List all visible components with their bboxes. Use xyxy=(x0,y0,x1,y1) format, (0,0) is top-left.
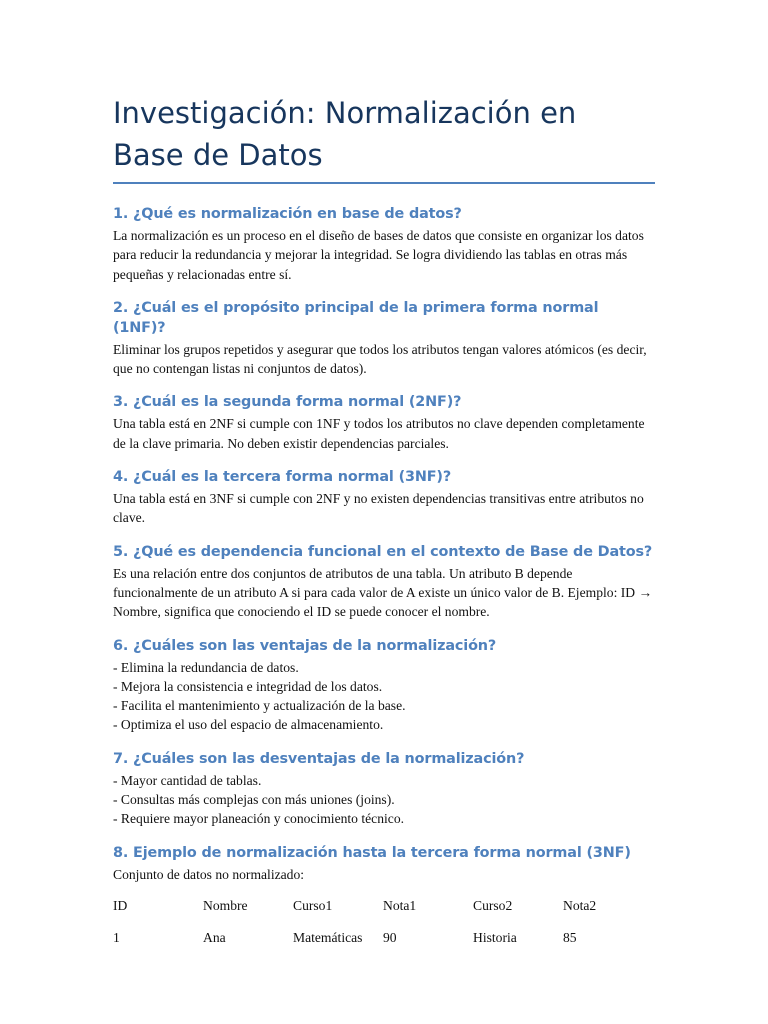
table-cell: Matemáticas xyxy=(293,929,363,945)
answer-paragraph: Una tabla está en 3NF si cumple con 2NF y no existen dependencias transitivas entre atributos no clave. xyxy=(113,491,644,526)
data-table xyxy=(113,898,653,962)
question-heading: 2. ¿Cuál es el propósito principal de la primera forma normal (1NF)? xyxy=(113,299,599,336)
table-header-row xyxy=(113,898,653,930)
table-cell: Ana xyxy=(203,929,226,945)
section-4 xyxy=(113,467,655,528)
table-cell: 85 xyxy=(563,929,577,945)
section-8 xyxy=(113,843,655,884)
question-heading: 3. ¿Cuál es la segunda forma normal (2NF)? xyxy=(113,394,462,411)
section-7 xyxy=(113,749,655,829)
table-header-cell: Curso2 xyxy=(473,897,513,913)
table-cell: Historia xyxy=(473,929,517,945)
section-6 xyxy=(113,636,655,735)
document-page xyxy=(113,92,655,962)
list-item: - Elimina la redundancia de datos. xyxy=(113,659,299,675)
question-heading: 6. ¿Cuáles son las ventajas de la normalización? xyxy=(113,637,497,654)
bullet-list xyxy=(113,771,655,829)
table-header-cell: Nota1 xyxy=(383,897,417,913)
list-item: - Facilita el mantenimiento y actualización de la base. xyxy=(113,698,406,714)
section-1 xyxy=(113,204,655,284)
table-header-cell: Nota2 xyxy=(563,897,597,913)
section-3 xyxy=(113,392,655,453)
answer-paragraph: Eliminar los grupos repetidos y asegurar que todos los atributos tengan valores atómicos (es decir, que no contengan listas ni conjuntos de datos). xyxy=(113,341,647,377)
table-header-cell: Nombre xyxy=(203,897,248,913)
answer-paragraph: La normalización es un proceso en el diseño de bases de datos que consiste en organizar los datos para reducir la redundancia y mejorar la integridad. Se logra dividiendo las tablas en otras más pequeñas y relacionadas entre sí. xyxy=(113,228,644,282)
list-item: - Requiere mayor planeación y conocimiento técnico. xyxy=(113,811,405,827)
list-item: - Optimiza el uso del espacio de almacenamiento. xyxy=(113,717,384,733)
question-heading: 8. Ejemplo de normalización hasta la tercera forma normal (3NF) xyxy=(113,844,631,861)
question-heading: 7. ¿Cuáles son las desventajas de la normalización? xyxy=(113,750,525,767)
question-heading: 1. ¿Qué es normalización en base de datos? xyxy=(113,206,462,222)
answer-paragraph: Conjunto de datos no normalizado: xyxy=(113,866,305,882)
section-2 xyxy=(113,298,655,379)
table-cell: 90 xyxy=(383,929,397,945)
table-cell: 1 xyxy=(113,929,120,945)
question-heading: 5. ¿Qué es dependencia funcional en el contexto de Base de Datos? xyxy=(113,543,653,560)
list-item: - Consultas más complejas con más uniones (joins). xyxy=(113,792,395,808)
list-item: - Mejora la consistencia e integridad de los datos. xyxy=(113,678,383,694)
bullet-list xyxy=(113,658,655,735)
answer-paragraph: Es una relación entre dos conjuntos de atributos de una tabla. Un atributo B depende funcionalmente de un atributo A si para cada valor de A existe un único valor de B. Ejemplo: ID → Nombre, significa que conociendo el ID se puede conocer el nombre. xyxy=(113,565,653,620)
document-title: Investigación: Normalización en Base de Datos xyxy=(113,92,655,184)
table-row xyxy=(113,930,653,962)
answer-paragraph: Una tabla está en 2NF si cumple con 1NF y todos los atributos no clave dependen completamente de la clave primaria. No deben existir dependencias parciales. xyxy=(113,416,645,451)
list-item: - Mayor cantidad de tablas. xyxy=(113,772,262,788)
section-5 xyxy=(113,542,655,622)
table-header-cell: Curso1 xyxy=(293,897,333,913)
question-heading: 4. ¿Cuál es la tercera forma normal (3NF)? xyxy=(113,469,452,486)
table-header-cell: ID xyxy=(113,897,128,913)
